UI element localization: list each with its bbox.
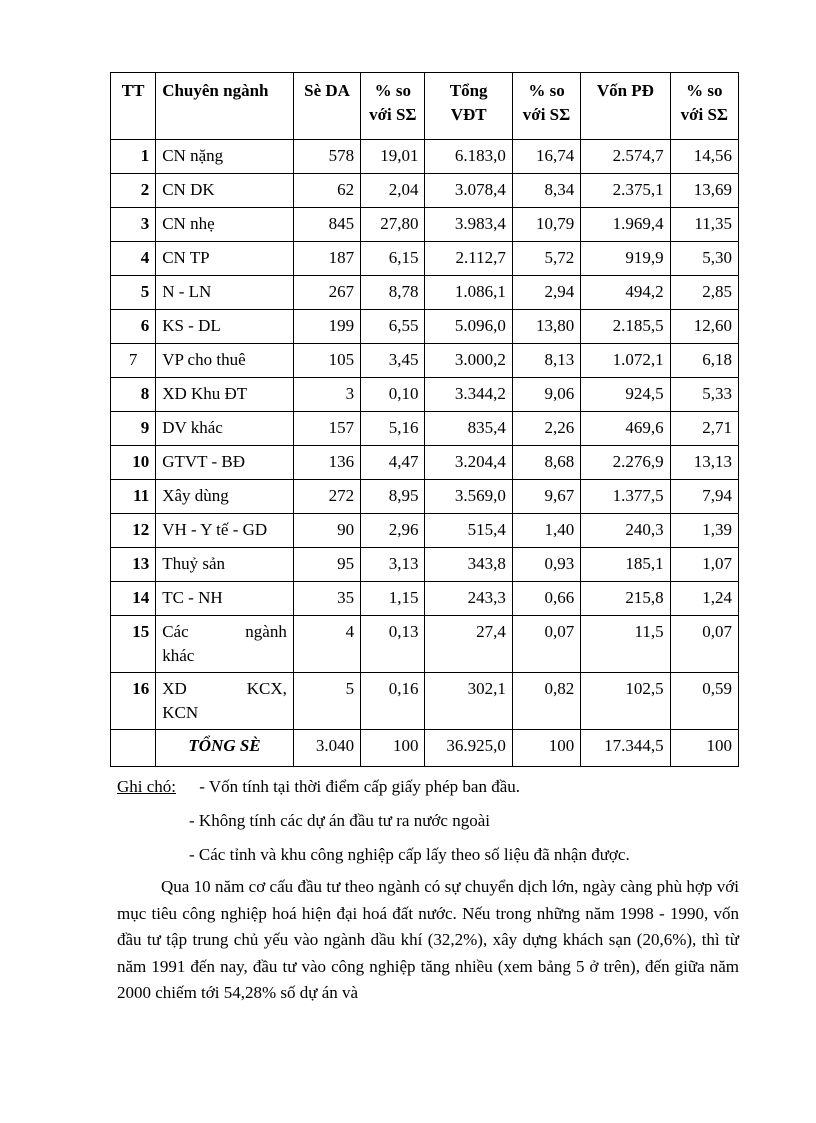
header-tong-vdt-line2: VĐT: [450, 105, 487, 124]
cell-tt: 12: [111, 514, 156, 548]
cell-so-da: 157: [293, 412, 360, 446]
cell-von-pd: 2.185,5: [581, 310, 670, 344]
table-row: [111, 446, 739, 480]
cell-pct-so-da: 0,13: [361, 616, 425, 673]
cell-name: CN DK: [156, 174, 294, 208]
cell-von-pd: 1.969,4: [581, 208, 670, 242]
header-pct-von: [670, 73, 738, 140]
cell-tong-vdt: 1.086,1: [425, 276, 512, 310]
note-line-3: - Các tỉnh và khu công nghiệp cấp lấy theo số liệu đã nhận được.: [189, 845, 630, 864]
cell-pct-vdt: 0,82: [512, 673, 580, 730]
cell-name: GTVT - BĐ: [156, 446, 294, 480]
cell-total-empty: [111, 730, 156, 767]
cell-so-da: 62: [293, 174, 360, 208]
cell-pct-von: 2,85: [670, 276, 738, 310]
cell-name: TC - NH: [156, 582, 294, 616]
cell-name: VP cho thuê: [156, 344, 294, 378]
cell-pct-so-da: 0,10: [361, 378, 425, 412]
cell-von-pd: 469,6: [581, 412, 670, 446]
cell-pct-so-da: 3,45: [361, 344, 425, 378]
header-pct-so-da-line2: với SΣ: [369, 105, 417, 124]
header-pct-vdt-line1: % so: [528, 81, 565, 100]
cell-pct-so-da: 4,47: [361, 446, 425, 480]
cell-von-pd: 924,5: [581, 378, 670, 412]
header-pct-so-da-line1: % so: [374, 81, 411, 100]
cell-pct-vdt: 0,66: [512, 582, 580, 616]
total-pct-so-da: 100: [361, 730, 425, 767]
note-text-1: - Vốn tính tại thời điểm cấp giấy phép ban đầu.: [195, 777, 520, 796]
cell-tong-vdt: 3.569,0: [425, 480, 512, 514]
cell-pct-so-da: 5,16: [361, 412, 425, 446]
table-row: [111, 412, 739, 446]
header-tt: TT: [111, 73, 156, 140]
header-von-pd: Vốn PĐ: [581, 73, 670, 140]
cell-pct-von: 14,56: [670, 140, 738, 174]
cell-so-da: 35: [293, 582, 360, 616]
cell-tt: 14: [111, 582, 156, 616]
cell-pct-vdt: 2,94: [512, 276, 580, 310]
cell-von-pd: 215,8: [581, 582, 670, 616]
header-so-da: Sè DA: [293, 73, 360, 140]
cell-so-da: 187: [293, 242, 360, 276]
cell-name: VH - Y tế - GD: [156, 514, 294, 548]
cell-name: CN nặng: [156, 140, 294, 174]
cell-pct-von: 0,59: [670, 673, 738, 730]
cell-tong-vdt: 302,1: [425, 673, 512, 730]
cell-pct-so-da: 6,15: [361, 242, 425, 276]
cell-pct-von: 5,33: [670, 378, 738, 412]
total-so-da: 3.040: [293, 730, 360, 767]
cell-von-pd: 1.377,5: [581, 480, 670, 514]
cell-pct-so-da: 1,15: [361, 582, 425, 616]
cell-so-da: 845: [293, 208, 360, 242]
cell-tong-vdt: 243,3: [425, 582, 512, 616]
cell-tong-vdt: 3.078,4: [425, 174, 512, 208]
cell-pct-so-da: 3,13: [361, 548, 425, 582]
cell-tong-vdt: 5.096,0: [425, 310, 512, 344]
header-chuyen-nganh: Chuyên ngành: [156, 73, 294, 140]
cell-von-pd: 494,2: [581, 276, 670, 310]
cell-pct-so-da: 8,78: [361, 276, 425, 310]
cell-name-line2: khác: [162, 646, 195, 665]
cell-pct-so-da: 8,95: [361, 480, 425, 514]
cell-pct-von: 11,35: [670, 208, 738, 242]
cell-pct-vdt: 0,07: [512, 616, 580, 673]
table-row: [111, 378, 739, 412]
cell-so-da: 578: [293, 140, 360, 174]
note-line-2: - Không tính các dự án đầu tư ra nước ngoài: [189, 811, 490, 830]
cell-tt: 4: [111, 242, 156, 276]
cell-name: Xây dùng: [156, 480, 294, 514]
cell-von-pd: 11,5: [581, 616, 670, 673]
cell-von-pd: 2.375,1: [581, 174, 670, 208]
cell-name: [156, 673, 294, 730]
cell-tt: 1: [111, 140, 156, 174]
cell-von-pd: 102,5: [581, 673, 670, 730]
cell-so-da: 105: [293, 344, 360, 378]
cell-tt: 11: [111, 480, 156, 514]
cell-pct-vdt: 13,80: [512, 310, 580, 344]
header-pct-vdt: [512, 73, 580, 140]
cell-pct-vdt: 8,13: [512, 344, 580, 378]
cell-pct-vdt: 8,68: [512, 446, 580, 480]
header-pct-von-line1: % so: [686, 81, 723, 100]
cell-tt: 2: [111, 174, 156, 208]
cell-so-da: 3: [293, 378, 360, 412]
table-row: [111, 310, 739, 344]
cell-pct-von: 0,07: [670, 616, 738, 673]
cell-pct-von: 12,60: [670, 310, 738, 344]
cell-von-pd: 1.072,1: [581, 344, 670, 378]
cell-name: KS - DL: [156, 310, 294, 344]
table-row: [111, 582, 739, 616]
table-row: [111, 514, 739, 548]
cell-name: N - LN: [156, 276, 294, 310]
cell-pct-vdt: 0,93: [512, 548, 580, 582]
cell-name-line1: XD KCX,: [162, 679, 287, 698]
cell-tong-vdt: 343,8: [425, 548, 512, 582]
cell-name: Thuỷ sản: [156, 548, 294, 582]
cell-name: CN nhẹ: [156, 208, 294, 242]
cell-von-pd: 185,1: [581, 548, 670, 582]
cell-pct-vdt: 16,74: [512, 140, 580, 174]
cell-tt: 5: [111, 276, 156, 310]
table-row: [111, 344, 739, 378]
cell-so-da: 199: [293, 310, 360, 344]
cell-so-da: 90: [293, 514, 360, 548]
table-row: [111, 140, 739, 174]
cell-tong-vdt: 3.204,4: [425, 446, 512, 480]
cell-pct-so-da: 0,16: [361, 673, 425, 730]
cell-tong-vdt: 3.983,4: [425, 208, 512, 242]
cell-pct-von: 13,69: [670, 174, 738, 208]
body-paragraph: Qua 10 năm cơ cấu đầu tư theo ngành có sự chuyển dịch lớn, ngày càng phù hợp với mục tiêu công nghiệp hoá hiện đại hoá đất nước. Nếu trong những năm 1998 - 1990, vốn đầu tư tập trung chủ yếu vào ngành dầu khí (32,2%), xây dựng khách sạn (20,6%), thì từ năm 1991 đến nay, đầu tư vào công nghiệp tăng nhiều (xem bảng 5 ở trên), đến giữa năm 2000 chiếm tới 54,28% số dự án và: [117, 877, 739, 1002]
cell-pct-vdt: 9,06: [512, 378, 580, 412]
cell-pct-so-da: 2,96: [361, 514, 425, 548]
cell-name-line1: Các ngành: [162, 622, 287, 641]
cell-tong-vdt: 3.000,2: [425, 344, 512, 378]
cell-tt: 13: [111, 548, 156, 582]
cell-pct-vdt: 8,34: [512, 174, 580, 208]
cell-so-da: 267: [293, 276, 360, 310]
table-row: [111, 480, 739, 514]
cell-tt: 7: [111, 344, 156, 378]
cell-name: [156, 616, 294, 673]
header-tong-vdt-line1: Tổng: [449, 81, 488, 100]
cell-tt: 3: [111, 208, 156, 242]
cell-tt: 16: [111, 673, 156, 730]
cell-tong-vdt: 6.183,0: [425, 140, 512, 174]
header-pct-vdt-line2: với SΣ: [522, 105, 571, 124]
table-row: [111, 208, 739, 242]
cell-name: DV khác: [156, 412, 294, 446]
header-pct-von-line2: với SΣ: [680, 105, 729, 124]
cell-tong-vdt: 835,4: [425, 412, 512, 446]
table-row: [111, 276, 739, 310]
cell-pct-vdt: 2,26: [512, 412, 580, 446]
notes-section: [117, 770, 742, 872]
cell-pct-von: 5,30: [670, 242, 738, 276]
table-total-row: [111, 730, 739, 767]
cell-pct-vdt: 1,40: [512, 514, 580, 548]
cell-so-da: 272: [293, 480, 360, 514]
cell-pct-von: 13,13: [670, 446, 738, 480]
total-von-pd: 17.344,5: [581, 730, 670, 767]
total-label: TỔNG SÈ: [156, 730, 294, 767]
table-row: [111, 174, 739, 208]
cell-tt: 9: [111, 412, 156, 446]
cell-tong-vdt: 3.344,2: [425, 378, 512, 412]
cell-pct-vdt: 9,67: [512, 480, 580, 514]
cell-tt: 8: [111, 378, 156, 412]
cell-name: XD Khu ĐT: [156, 378, 294, 412]
investment-by-sector-table: [110, 72, 739, 767]
cell-pct-von: 1,24: [670, 582, 738, 616]
cell-pct-von: 1,39: [670, 514, 738, 548]
cell-name: CN TP: [156, 242, 294, 276]
notes-label: Ghi chó:: [117, 777, 177, 796]
cell-pct-so-da: 27,80: [361, 208, 425, 242]
cell-so-da: 5: [293, 673, 360, 730]
cell-von-pd: 2.276,9: [581, 446, 670, 480]
cell-name-line2: KCN: [162, 703, 199, 722]
cell-pct-so-da: 2,04: [361, 174, 425, 208]
total-pct-von: 100: [670, 730, 738, 767]
cell-von-pd: 919,9: [581, 242, 670, 276]
cell-tt: 10: [111, 446, 156, 480]
total-tong-vdt: 36.925,0: [425, 730, 512, 767]
cell-so-da: 136: [293, 446, 360, 480]
total-pct-vdt: 100: [512, 730, 580, 767]
cell-pct-von: 1,07: [670, 548, 738, 582]
cell-von-pd: 2.574,7: [581, 140, 670, 174]
table-row: [111, 548, 739, 582]
cell-tong-vdt: 27,4: [425, 616, 512, 673]
cell-pct-von: 2,71: [670, 412, 738, 446]
cell-tt: 15: [111, 616, 156, 673]
table-row: [111, 616, 739, 673]
cell-von-pd: 240,3: [581, 514, 670, 548]
cell-pct-von: 7,94: [670, 480, 738, 514]
cell-pct-vdt: 5,72: [512, 242, 580, 276]
cell-pct-so-da: 19,01: [361, 140, 425, 174]
header-tong-vdt: [425, 73, 512, 140]
cell-pct-vdt: 10,79: [512, 208, 580, 242]
cell-so-da: 4: [293, 616, 360, 673]
cell-pct-so-da: 6,55: [361, 310, 425, 344]
cell-tong-vdt: 515,4: [425, 514, 512, 548]
table-row: [111, 242, 739, 276]
table-row: [111, 673, 739, 730]
cell-tt: 6: [111, 310, 156, 344]
header-pct-so-da: [361, 73, 425, 140]
table-header-row: [111, 73, 739, 140]
cell-so-da: 95: [293, 548, 360, 582]
cell-pct-von: 6,18: [670, 344, 738, 378]
cell-tong-vdt: 2.112,7: [425, 242, 512, 276]
note-line-1: [117, 770, 742, 804]
